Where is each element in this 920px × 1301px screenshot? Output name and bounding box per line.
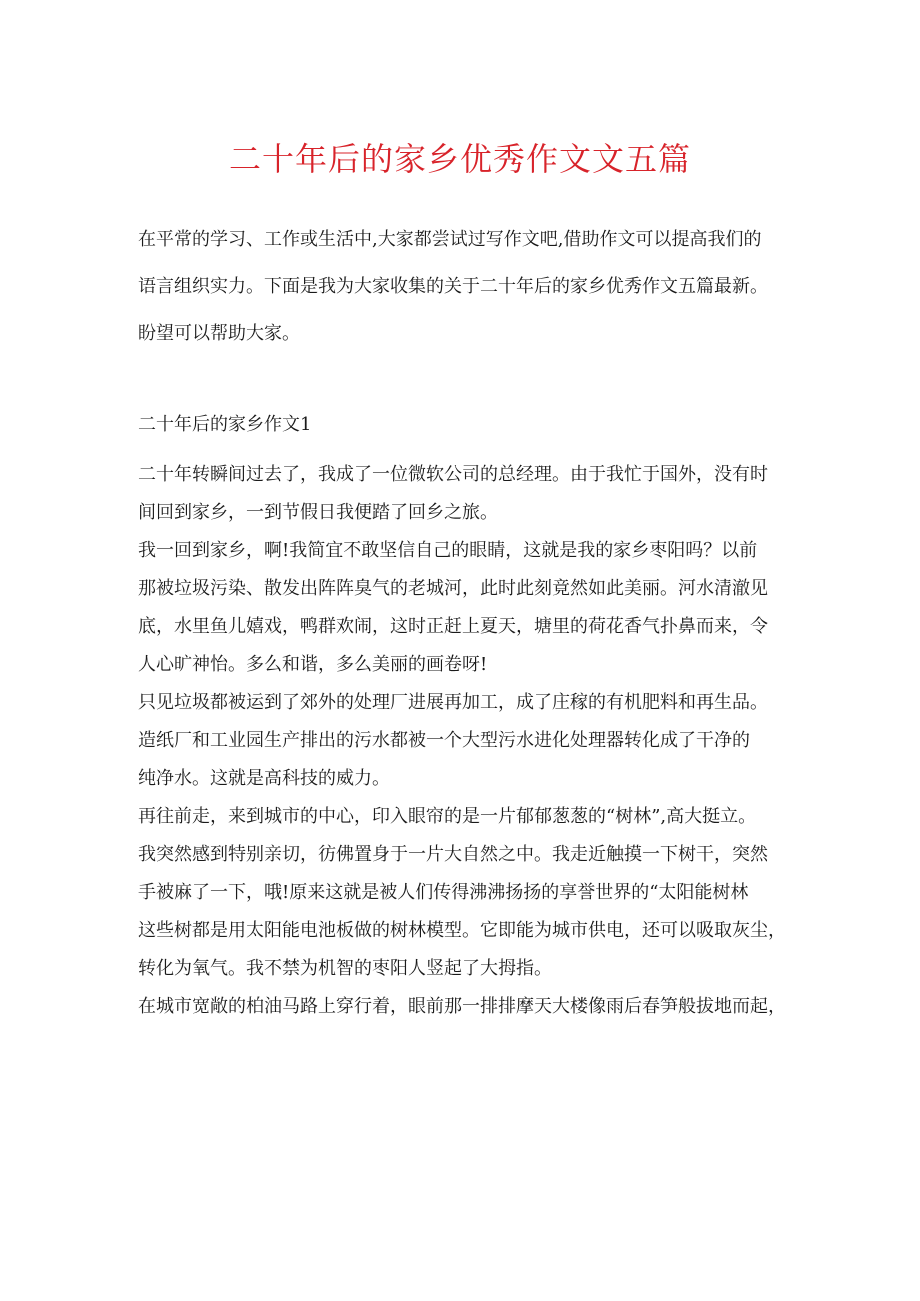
- article-line: 在城市宽敞的柏油马路上穿行着，眼前那一排排摩天大楼像雨后春笋般拔地而起，: [138, 996, 786, 1017]
- article-line: 我突然感到特别亲切，彷佛置身于一片大自然之中。我走近触摸一下树干，突然: [138, 844, 768, 865]
- article-line: 间回到家乡，一到节假日我便踏了回乡之旅。: [138, 502, 498, 523]
- article-line: 二十年转瞬间过去了，我成了一位微软公司的总经理。由于我忙于国外，没有时: [138, 464, 768, 485]
- article-line: 造纸厂和工业园生产排出的污水都被一个大型污水进化处理器转化成了干净的: [138, 730, 750, 751]
- article-line: 那被垃圾污染、散发出阵阵臭气的老城河，此时此刻竟然如此美丽。河水清澈见: [138, 578, 768, 599]
- document-title: 二十年后的家乡优秀作文文五篇: [228, 140, 691, 178]
- article-line: 这些树都是用太阳能电池板做的树林模型。它即能为城市供电，还可以吸取灰尘，: [138, 920, 786, 941]
- article-line: 只见垃圾都被运到了郊外的处理厂进展再加工，成了庄稼的有机肥料和再生品。: [138, 692, 768, 713]
- intro-line: 语言组织实力。下面是我为大家收集的关于二十年后的家乡优秀作文五篇最新。: [138, 276, 768, 297]
- article-line: 转化为氧气。我不禁为机智的枣阳人竖起了大拇指。: [138, 958, 552, 979]
- article-line: 手被麻了一下，哦!原来这就是被人们传得沸沸扬扬的享誉世界的“太阳能树林: [138, 882, 749, 903]
- article-line: 纯净水。这就是高科技的威力。: [138, 768, 390, 789]
- article-line: 人心旷神怡。多么和谐，多么美丽的画卷呀!: [138, 654, 488, 675]
- intro-paragraph: [138, 216, 788, 357]
- intro-line: 盼望可以帮助大家。: [138, 323, 300, 344]
- article-line: 底，水里鱼儿嬉戏，鸭群欢闹，这时正赶上夏天，塘里的荷花香气扑鼻而来，令: [138, 616, 768, 637]
- article-body: [138, 456, 788, 1026]
- section-heading: 二十年后的家乡作文1: [138, 414, 312, 435]
- article-line: 再往前走，来到城市的中心，印入眼帘的是一片郁郁葱葱的“树林”,高大挺立。: [138, 806, 757, 827]
- intro-line: 在平常的学习、工作或生活中,大家都尝试过写作文吧,借助作文可以提高我们的: [138, 229, 762, 250]
- article-line: 我一回到家乡，啊!我简宜不敢坚信自己的眼睛，这就是我的家乡枣阳吗？以前: [138, 540, 758, 561]
